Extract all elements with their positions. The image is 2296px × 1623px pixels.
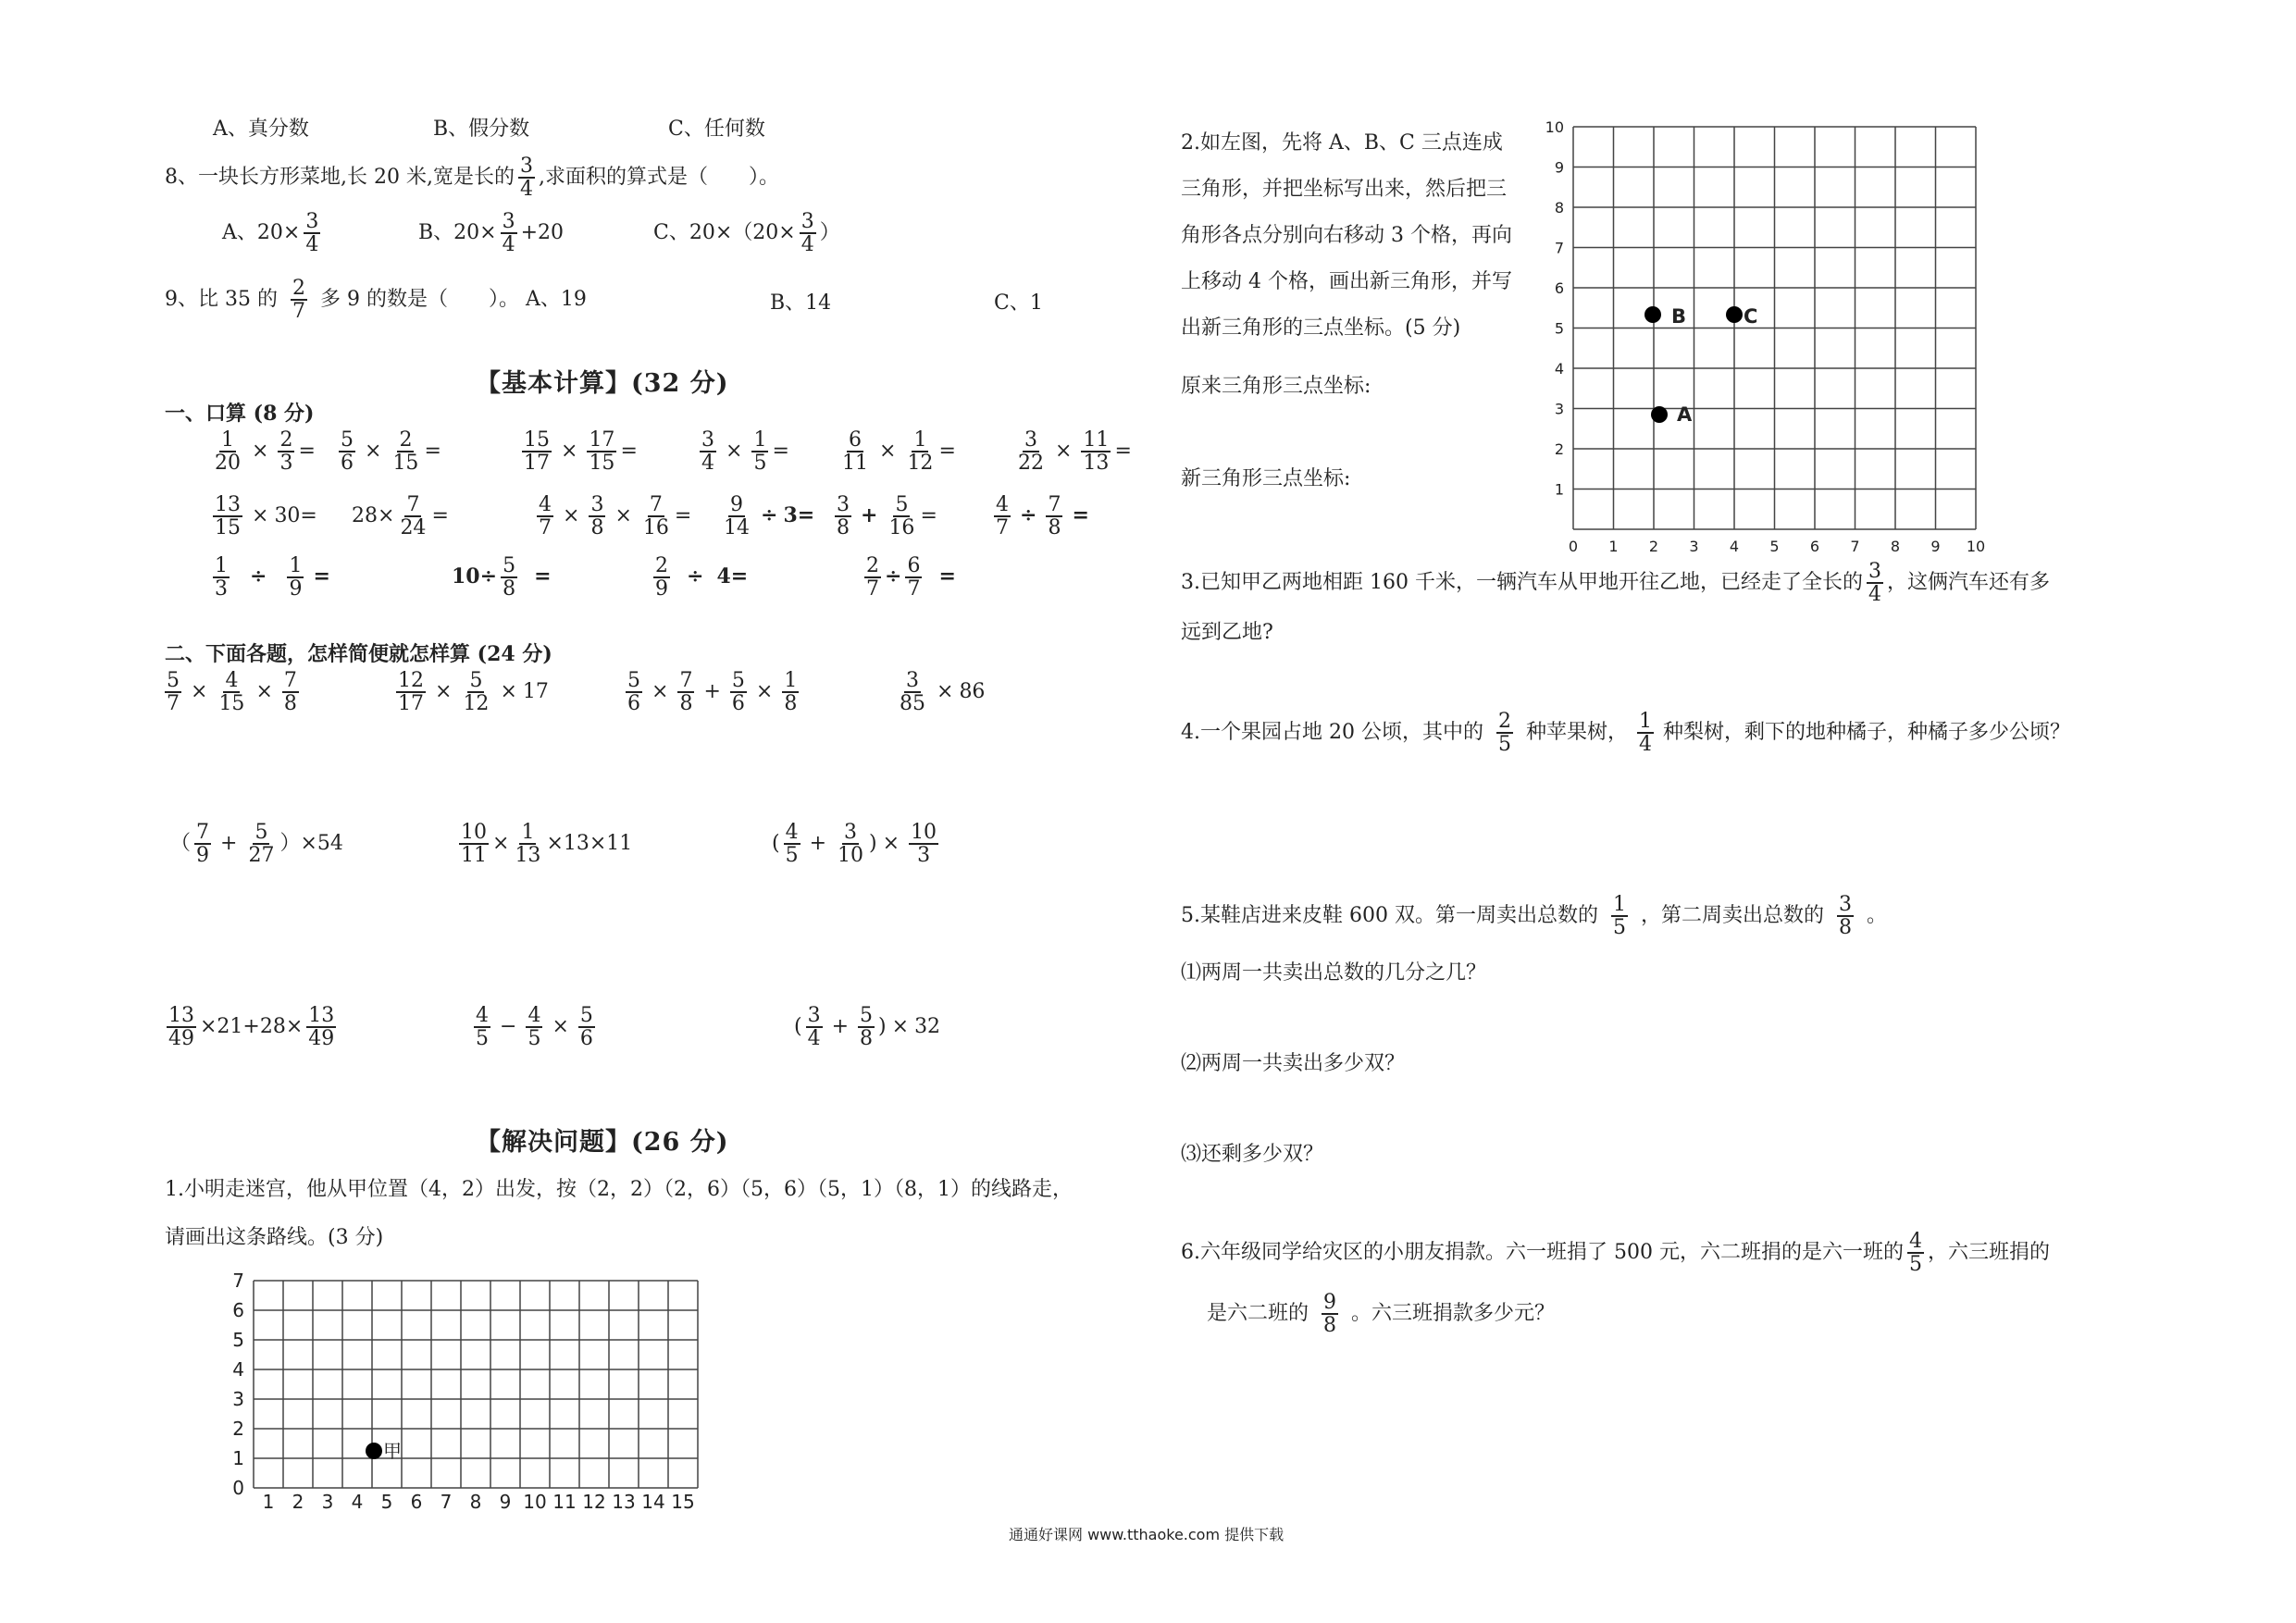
- triangle-grid[interactable]: [1536, 118, 1986, 564]
- oral-14: 10÷ $\frac{5}{8}$ =: [452, 554, 552, 601]
- solve-q1-line2: 请画出这条路线。(3 分): [165, 1226, 384, 1249]
- y-tick-label: 7: [1554, 239, 1564, 257]
- x-tick-label: 3: [321, 1491, 334, 1513]
- x-tick-label: 9: [499, 1491, 512, 1513]
- solve-q5-sub2: ⑵两周一共卖出多少双？: [1181, 1052, 1406, 1075]
- y-tick-label: 6: [232, 1299, 244, 1321]
- x-tick-label: 4: [1729, 538, 1740, 555]
- x-tick-label: 13: [612, 1491, 636, 1513]
- y-tick-label: 0: [232, 1477, 244, 1499]
- x-tick-label: 7: [440, 1491, 453, 1513]
- tri-point-b: [1644, 306, 1661, 323]
- oral-11: $\frac{3}{8}$ + $\frac{5}{16}$ =: [837, 493, 937, 540]
- maze-point-jia: [366, 1443, 382, 1459]
- y-tick-label: 2: [1554, 440, 1564, 458]
- x-tick-label: 4: [351, 1491, 364, 1513]
- q9-option-c: C、1: [994, 291, 1043, 315]
- x-tick-label: 8: [469, 1491, 482, 1513]
- x-tick-label: 11: [552, 1491, 577, 1513]
- y-tick-label: 6: [1554, 279, 1564, 297]
- footer-text: 通通好课网 www.tthaoke.com 提供下载: [1009, 1526, 1285, 1543]
- oral-15: $\frac{2}{9}$ ÷ 4=: [655, 554, 749, 601]
- oral-16: $\frac{2}{7}$ ÷ $\frac{6}{7}$ =: [866, 554, 956, 601]
- solve-q1-line1: 1.小明走迷宫，他从甲位置（4，2）出发，按（2，2）（2，6）（5，6）（5，1）（8，1）的线路走，: [165, 1178, 1073, 1201]
- solve-q3-line2: 远到乙地?: [1181, 621, 1273, 644]
- question-9: 9、比 35 的 $\frac{2}{7}$ 多 9 的数是（ ）。 A、19: [165, 277, 587, 324]
- oral-5: $\frac{6}{11}$ × $\frac{1}{12}$ =: [842, 428, 956, 476]
- q8-option-c: C、20×（20× $\frac{3}{4}$ ）: [653, 210, 840, 257]
- q8-fraction: $\frac{3}{4}$: [519, 155, 533, 202]
- x-tick-label: 15: [671, 1491, 695, 1513]
- solve-q6-line2: 是六二班的 $\frac{9}{8}$ 。六三班捐款多少元？: [1207, 1291, 1556, 1338]
- q2-new-coords-label: 新三角形三点坐标:: [1181, 467, 1351, 490]
- tri-point-c-label: C: [1744, 305, 1758, 328]
- solve-q6: 6.六年级同学给灾区的小朋友捐款。六一班捐了 500 元，六二班捐的是六一班的 $\frac{4}{5}$ ，六三班捐的: [1181, 1230, 2050, 1277]
- x-tick-label: 12: [582, 1491, 606, 1513]
- q8-text-end: ,求面积的算式是（ ）。: [538, 166, 779, 190]
- y-tick-label: 9: [1554, 158, 1564, 177]
- simple-4: $\frac{3}{85}$ × 86: [900, 669, 986, 716]
- x-tick-label: 14: [641, 1491, 665, 1513]
- oral-8: 28× $\frac{7}{24}$ =: [352, 493, 449, 540]
- q8-option-a: A、20× $\frac{3}{4}$: [222, 210, 319, 257]
- y-tick-label: 5: [1554, 319, 1564, 338]
- y-tick-label: 7: [232, 1270, 244, 1292]
- x-tick-label: 10: [523, 1491, 547, 1513]
- x-tick-label: 3: [1689, 538, 1699, 555]
- oral-6: $\frac{3}{22}$ × $\frac{11}{13}$ =: [1018, 428, 1132, 476]
- q8-text: 8、一块长方形菜地,长 20 米,宽是长的: [165, 166, 515, 190]
- oral-12: $\frac{4}{7}$ ÷ $\frac{7}{8}$ =: [996, 493, 1089, 540]
- tri-point-a: [1651, 406, 1668, 423]
- solve-q4: 4.一个果园占地 20 公顷，其中的 $\frac{2}{5}$ 种苹果树， $\frac{1}{4}$ 种梨树，剩下的地种橘子，种橘子多少公顷？: [1181, 710, 2071, 757]
- oral-calc-title: 一、口算 (8 分): [165, 402, 315, 426]
- x-tick-label: 5: [380, 1491, 393, 1513]
- oral-4: $\frac{3}{4}$ × $\frac{1}{5}$ =: [701, 428, 789, 476]
- x-tick-label: 1: [262, 1491, 275, 1513]
- q2-original-coords-label: 原来三角形三点坐标:: [1181, 375, 1371, 398]
- oral-13: $\frac{1}{3}$ ÷ $\frac{1}{9}$ =: [215, 554, 330, 601]
- oral-1: $\frac{1}{20}$ × $\frac{2}{3}$ =: [215, 428, 316, 476]
- oral-10: $\frac{9}{14}$ ÷ 3=: [724, 493, 815, 540]
- y-tick-label: 5: [232, 1329, 244, 1351]
- simple-9: $\frac{4}{5}$ − $\frac{4}{5}$ × $\frac{5}{6}$: [476, 1004, 593, 1051]
- solve-q5-sub3: ⑶还剩多少双？: [1181, 1143, 1324, 1166]
- oral-9: $\frac{4}{7}$ × $\frac{3}{8}$ × $\frac{7}{16}$ =: [539, 493, 692, 540]
- y-tick-label: 3: [232, 1388, 244, 1410]
- simple-calc-title: 二、下面各题，怎样简便就怎样算 (24 分): [165, 642, 552, 666]
- x-tick-label: 1: [1608, 538, 1619, 555]
- y-tick-label: 4: [232, 1358, 244, 1381]
- q7-option-c: C、任何数: [668, 118, 765, 141]
- solve-q5: 5.某鞋店进来皮鞋 600 双。第一周卖出总数的 $\frac{1}{5}$ ，第二周卖出总数的 $\frac{3}{8}$ 。: [1181, 893, 1888, 940]
- x-tick-label: 10: [1966, 538, 1986, 555]
- simple-3: $\frac{5}{6}$ × $\frac{7}{8}$ + $\frac{5}{6}$ × $\frac{1}{8}$: [627, 669, 798, 716]
- oral-7: $\frac{13}{15}$ × 30=: [215, 493, 317, 540]
- q9-option-b: B、14: [770, 291, 832, 315]
- tri-point-a-label: A: [1677, 403, 1693, 426]
- simple-2: $\frac{12}{17}$ × $\frac{5}{12}$ × 17: [398, 669, 549, 716]
- q8-option-b: B、20× $\frac{3}{4}$ +20: [418, 210, 565, 257]
- y-tick-label: 3: [1554, 400, 1564, 418]
- y-tick-label: 8: [1554, 199, 1564, 217]
- x-tick-label: 5: [1769, 538, 1780, 555]
- y-tick-label: 10: [1545, 118, 1564, 136]
- x-tick-label: 2: [292, 1491, 304, 1513]
- solve-title: 【解决问题】(26 分): [476, 1128, 729, 1157]
- solve-q2-text: 2.如左图，先将 A、B、C 三点连成 三角形，并把坐标写出来，然后把三 角形各点分别向右移动 3 个格，再向 上移动 4 个格，画出新三角形，并写 出新三角形的三点坐标。(5 分): [1181, 131, 1512, 340]
- y-tick-label: 2: [232, 1418, 244, 1440]
- oral-2: $\frac{5}{6}$ × $\frac{2}{15}$ =: [341, 428, 441, 476]
- simple-5: （ $\frac{7}{9}$ + $\frac{5}{27}$ ）×54: [170, 821, 343, 868]
- simple-1: $\frac{5}{7}$ × $\frac{4}{15}$ × $\frac{7}{8}$: [167, 669, 297, 716]
- question-8: [165, 155, 779, 200]
- solve-q3: 3.已知甲乙两地相距 160 千米，一辆汽车从甲地开往乙地，已经走了全长的 $\frac{3}{4}$ ，这俩汽车还有多: [1181, 560, 2050, 607]
- simple-7: ( $\frac{4}{5}$ + $\frac{3}{10}$ ) × $\frac{10}{3}$: [772, 821, 937, 868]
- simple-10: ( $\frac{3}{4}$ + $\frac{5}{8}$ ) × 32: [794, 1004, 941, 1051]
- x-tick-label: 9: [1930, 538, 1941, 555]
- x-tick-label: 6: [1809, 538, 1820, 555]
- basic-calc-title: 【基本计算】(32 分): [476, 369, 729, 398]
- x-tick-label: 2: [1648, 538, 1659, 555]
- maze-grid[interactable]: [222, 1264, 722, 1514]
- q7-option-a: A、真分数: [213, 118, 309, 141]
- tri-point-b-label: B: [1671, 305, 1687, 328]
- maze-point-label: 甲: [383, 1440, 402, 1462]
- q7-option-b: B、假分数: [433, 118, 530, 141]
- tri-point-c: [1726, 306, 1743, 323]
- oral-3: $\frac{15}{17}$ × $\frac{17}{15}$ =: [524, 428, 638, 476]
- x-tick-label: 0: [1568, 538, 1579, 555]
- x-tick-label: 8: [1890, 538, 1901, 555]
- y-tick-label: 1: [1554, 480, 1564, 499]
- solve-q5-sub1: ⑴两周一共卖出总数的几分之几？: [1181, 961, 1487, 985]
- simple-6: $\frac{10}{11}$ × $\frac{1}{13}$ ×13×11: [461, 821, 633, 868]
- x-tick-label: 7: [1850, 538, 1860, 555]
- y-tick-label: 1: [232, 1447, 244, 1469]
- simple-8: $\frac{13}{49}$ ×21+28× $\frac{13}{49}$: [168, 1004, 335, 1051]
- y-tick-label: 4: [1554, 360, 1564, 378]
- x-tick-label: 6: [410, 1491, 423, 1513]
